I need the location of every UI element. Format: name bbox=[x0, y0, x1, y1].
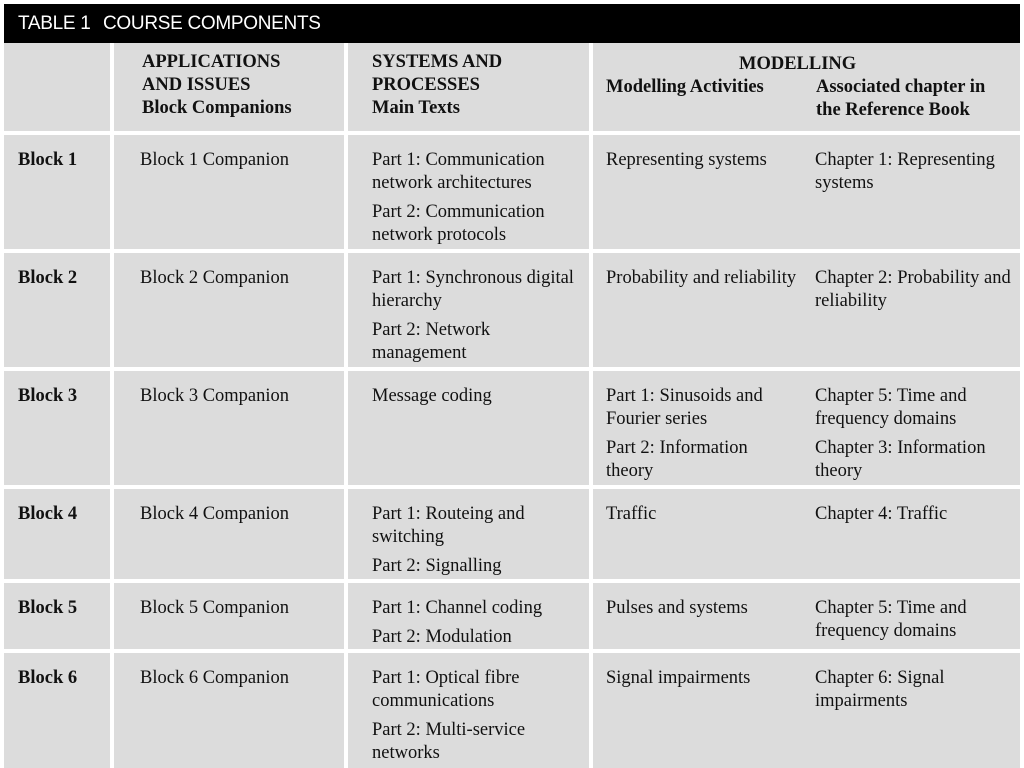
row-label-block-2: Block 2 bbox=[4, 253, 110, 367]
modelling-block-5 bbox=[593, 583, 1020, 649]
main-texts-block-1 bbox=[348, 135, 589, 249]
modelling-activities-block-5 bbox=[606, 597, 798, 620]
table-title-bar bbox=[4, 4, 1020, 43]
table-title: COURSE COMPONENTS bbox=[103, 13, 321, 34]
main-text-item: Part 1: Communication network architectures bbox=[372, 150, 545, 193]
chapter-item: Chapter 6: Signal impairments bbox=[815, 668, 945, 711]
header-applications-line1: APPLICATIONS bbox=[142, 52, 281, 72]
main-text-item: Part 2: Multi-service networks bbox=[372, 720, 526, 763]
chapters-block-6 bbox=[815, 667, 1015, 713]
main-texts-block-4 bbox=[348, 489, 589, 579]
table-number: TABLE 1 bbox=[18, 13, 91, 34]
header-applications-line2: AND ISSUES bbox=[142, 75, 251, 95]
main-text-item: Part 2: Communication network protocols bbox=[372, 202, 545, 245]
main-texts-block-3 bbox=[348, 371, 589, 485]
chapters-block-2 bbox=[815, 267, 1015, 313]
modelling-activity-item: Pulses and systems bbox=[606, 598, 748, 618]
modelling-activities-block-1 bbox=[606, 149, 798, 172]
modelling-activity-item: Part 2: Information theory bbox=[606, 438, 748, 481]
modelling-activity-item: Probability and reliability bbox=[606, 268, 797, 288]
main-texts-block-5 bbox=[348, 583, 589, 649]
header-applications-line3: Block Companions bbox=[142, 98, 292, 118]
chapters-block-1 bbox=[815, 149, 1015, 195]
modelling-block-4 bbox=[593, 489, 1020, 579]
row-label-block-6: Block 6 bbox=[4, 653, 110, 768]
header-associated-chapter-line1: Associated chapter in bbox=[816, 77, 986, 97]
main-text-item: Part 2: Modulation bbox=[372, 627, 512, 647]
main-text-item: Part 1: Routeing and switching bbox=[372, 504, 525, 547]
companion-block-6: Block 6 Companion bbox=[114, 653, 344, 768]
companion-block-3: Block 3 Companion bbox=[114, 371, 344, 485]
row-label-block-3: Block 3 bbox=[4, 371, 110, 485]
chapter-item: Chapter 5: Time and frequency domains bbox=[815, 598, 967, 641]
main-texts-block-6 bbox=[348, 653, 589, 768]
header-applications bbox=[114, 43, 344, 131]
modelling-block-3 bbox=[593, 371, 1020, 485]
row-label-block-5: Block 5 bbox=[4, 583, 110, 649]
main-text-item: Part 1: Channel coding bbox=[372, 598, 543, 618]
companion-block-2: Block 2 Companion bbox=[114, 253, 344, 367]
main-text-item: Part 2: Network management bbox=[372, 320, 491, 363]
modelling-activity-item: Traffic bbox=[606, 504, 657, 524]
main-text-item: Part 1: Optical fibre communications bbox=[372, 668, 520, 711]
chapters-block-4 bbox=[815, 503, 1015, 526]
header-associated-chapter bbox=[816, 76, 985, 122]
modelling-block-2 bbox=[593, 253, 1020, 367]
main-text-item: Message coding bbox=[372, 386, 492, 406]
modelling-activity-item: Signal impairments bbox=[606, 668, 751, 688]
header-systems-line1: SYSTEMS AND bbox=[372, 52, 503, 72]
row-label-block-1: Block 1 bbox=[4, 135, 110, 249]
header-modelling-activities: Modelling Activities bbox=[606, 77, 764, 97]
chapter-item: Chapter 3: Information theory bbox=[815, 438, 986, 481]
main-text-item: Part 1: Synchronous digital hierarchy bbox=[372, 268, 574, 311]
chapter-item: Chapter 2: Probability and reliability bbox=[815, 268, 1011, 311]
header-systems bbox=[348, 43, 589, 131]
companion-block-1: Block 1 Companion bbox=[114, 135, 344, 249]
chapter-item: Chapter 5: Time and frequency domains bbox=[815, 386, 967, 429]
chapter-item: Chapter 1: Representing systems bbox=[815, 150, 995, 193]
companion-block-5: Block 5 Companion bbox=[114, 583, 344, 649]
main-texts-block-2 bbox=[348, 253, 589, 367]
main-text-item: Part 2: Signalling bbox=[372, 556, 502, 576]
modelling-activities-block-3 bbox=[606, 385, 798, 483]
course-components-table bbox=[4, 43, 1020, 768]
companion-block-4: Block 4 Companion bbox=[114, 489, 344, 579]
chapters-block-3 bbox=[815, 385, 1015, 483]
header-empty-cell bbox=[4, 43, 110, 131]
modelling-activity-item: Part 1: Sinusoids and Fourier series bbox=[606, 386, 763, 429]
chapters-block-5 bbox=[815, 597, 1015, 643]
modelling-activities-block-2 bbox=[606, 267, 798, 290]
header-modelling-title: MODELLING bbox=[739, 54, 857, 74]
header-systems-line2: PROCESSES bbox=[372, 75, 480, 95]
modelling-activity-item: Representing systems bbox=[606, 150, 767, 170]
header-associated-chapter-line2: the Reference Book bbox=[816, 100, 970, 120]
row-label-block-4: Block 4 bbox=[4, 489, 110, 579]
header-systems-line3: Main Texts bbox=[372, 98, 460, 118]
header-modelling bbox=[593, 43, 1020, 131]
modelling-activities-block-6 bbox=[606, 667, 798, 690]
modelling-block-6 bbox=[593, 653, 1020, 768]
modelling-block-1 bbox=[593, 135, 1020, 249]
chapter-item: Chapter 4: Traffic bbox=[815, 504, 948, 524]
modelling-activities-block-4 bbox=[606, 503, 798, 526]
